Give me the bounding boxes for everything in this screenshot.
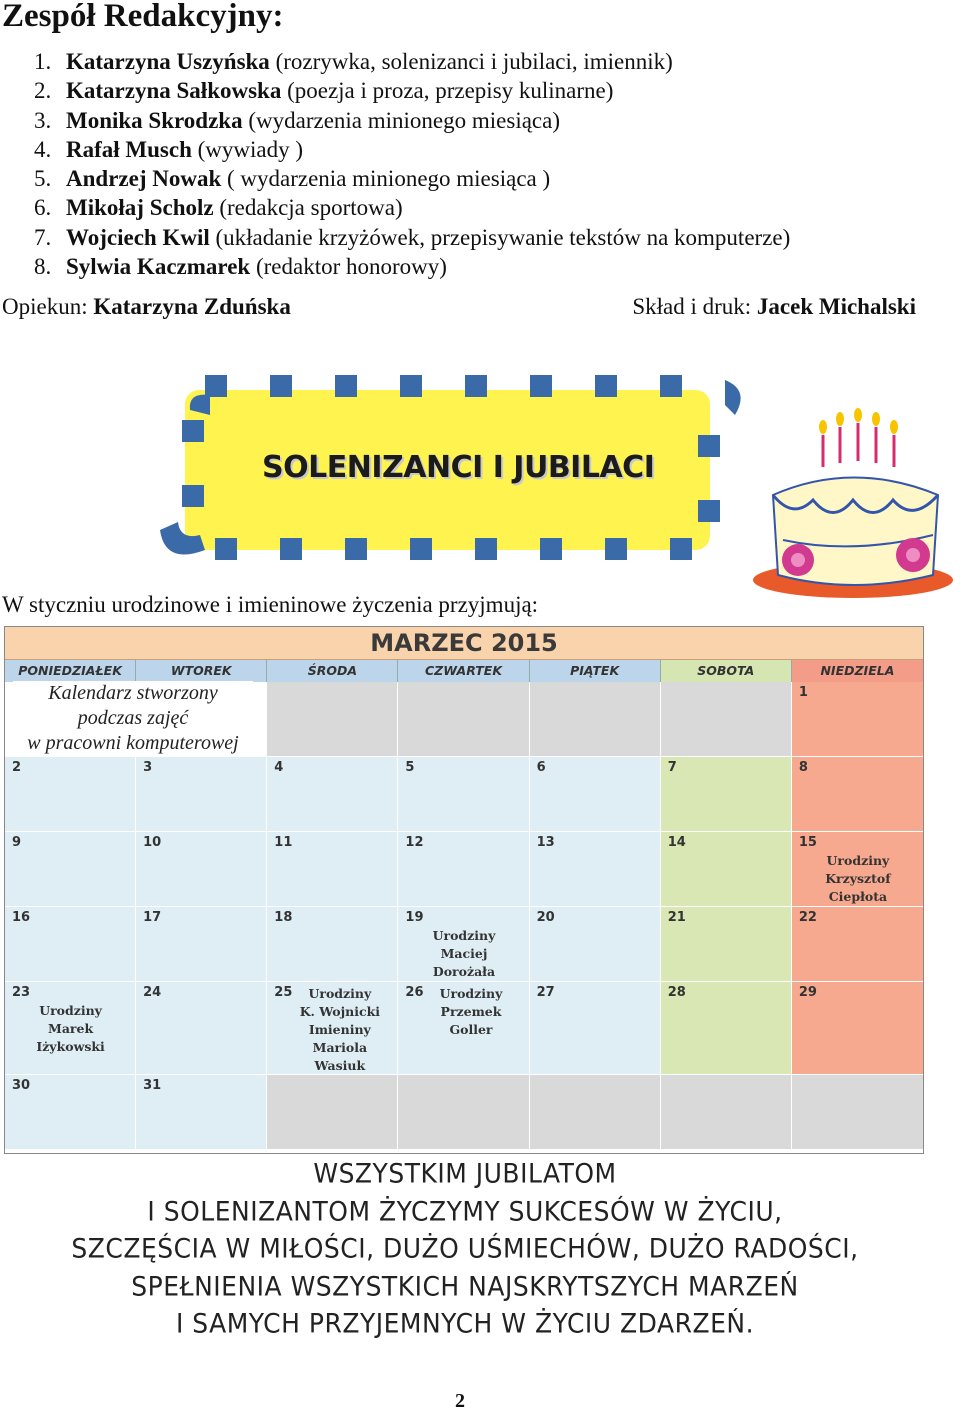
day-event: Urodziny Marek Iżykowski — [36, 1003, 105, 1054]
day-number: 4 — [274, 760, 284, 775]
calendar-day — [792, 682, 923, 757]
day-event: Urodziny Maciej Dorożała — [432, 928, 496, 979]
calendar — [4, 626, 924, 1154]
day-number: 10 — [143, 835, 162, 850]
calendar-day — [136, 982, 267, 1075]
team-member: 8. Sylwia Kaczmarek (redaktor honorowy) — [34, 254, 447, 280]
calendar-day — [5, 832, 136, 907]
day-number: 21 — [667, 910, 686, 925]
calendar-day — [530, 1075, 661, 1150]
wish-line: SPEŁNIENIA WSZYSTKICH NAJSKRYTSZYCH MARZEŃ — [131, 1270, 799, 1302]
team-list — [0, 47, 790, 281]
wish-line: I SOLENIZANTOM ŻYCZYMY SUKCESÓW W ŻYCIU, — [147, 1195, 783, 1227]
weekday-label: ŚRODA — [267, 660, 398, 682]
calendar-day — [792, 907, 923, 982]
day-number: 17 — [143, 910, 162, 925]
calendar-day — [136, 907, 267, 982]
calendar-day — [267, 682, 398, 757]
day-number: 16 — [12, 910, 31, 925]
calendar-day — [661, 1075, 792, 1150]
wishes-text — [0, 1155, 930, 1343]
cake-illustration — [748, 405, 960, 600]
day-number: 14 — [667, 835, 686, 850]
day-number: 24 — [143, 985, 162, 1000]
calendar-day — [5, 1075, 136, 1150]
calendar-day — [136, 757, 267, 832]
calendar-day — [792, 1075, 923, 1150]
calendar-day — [661, 907, 792, 982]
calendar-day — [267, 907, 398, 982]
calendar-day — [5, 907, 136, 982]
calendar-day — [792, 982, 923, 1075]
calendar-day — [530, 757, 661, 832]
calendar-day — [267, 757, 398, 832]
weekday-label: NIEDZIELA — [792, 660, 923, 682]
calendar-day — [661, 982, 792, 1075]
day-event: Urodziny Krzysztof Ciepłota — [825, 853, 891, 904]
day-number: 3 — [143, 760, 153, 775]
calendar-day — [398, 757, 529, 832]
print-line: Skład i druk: Jacek Michalski — [632, 294, 916, 319]
team-member: 2. Katarzyna Sałkowska (poezja i proza, przepisy kulinarne) — [34, 78, 614, 104]
calendar-day — [792, 757, 923, 832]
banner-title: SOLENIZANCI I JUBILACI — [262, 450, 655, 485]
day-number: 30 — [12, 1078, 31, 1093]
calendar-day — [398, 982, 529, 1075]
calendar-day — [136, 832, 267, 907]
calendar-day — [661, 832, 792, 907]
day-number: 8 — [798, 760, 808, 775]
day-number: 11 — [274, 835, 293, 850]
day-event: Urodziny Przemek Goller — [439, 986, 503, 1037]
calendar-title: MARZEC 2015 — [5, 627, 923, 660]
calendar-day — [530, 982, 661, 1075]
weekday-header — [5, 660, 923, 682]
day-number: 2 — [12, 760, 22, 775]
team-member: 4. Rafał Musch (wywiady ) — [34, 136, 304, 162]
calendar-day — [5, 757, 136, 832]
team-member: 3. Monika Skrodzka (wydarzenia minionego miesiąca) — [34, 107, 561, 133]
day-number: 18 — [274, 910, 293, 925]
day-number: 12 — [405, 835, 424, 850]
day-number: 9 — [12, 835, 22, 850]
weekday-label: PONIEDZIAŁEK — [5, 660, 136, 682]
calendar-day — [661, 682, 792, 757]
day-number: 22 — [798, 910, 817, 925]
day-number: 26 — [405, 985, 424, 1000]
day-number: 29 — [798, 985, 817, 1000]
calendar-day — [5, 982, 136, 1075]
day-number: 7 — [667, 760, 677, 775]
page-number: 2 — [455, 1390, 465, 1412]
day-number: 13 — [536, 835, 555, 850]
team-member: 7. Wojciech Kwil (układanie krzyżówek, przepisywanie tekstów na komputerze) — [34, 224, 791, 250]
calendar-day — [267, 832, 398, 907]
team-member: 1. Katarzyna Uszyńska (rozrywka, solenizanci i jubilaci, imiennik) — [34, 49, 673, 74]
team-member: 5. Andrzej Nowak ( wydarzenia minionego miesiąca ) — [34, 166, 551, 192]
day-number: 15 — [798, 835, 817, 850]
team-member: 6. Mikołaj Scholz (redakcja sportowa) — [34, 195, 403, 221]
day-number: 23 — [12, 985, 31, 1000]
calendar-day — [398, 907, 529, 982]
wish-line: I SAMYCH PRZYJEMNYCH W ŻYCIU ZDARZEŃ. — [175, 1308, 755, 1339]
supervisor-line: Opiekun: Katarzyna Zduńska — [2, 294, 291, 319]
day-number: 28 — [667, 985, 686, 1000]
calendar-day — [267, 982, 398, 1075]
calendar-day — [267, 1075, 398, 1150]
wish-line: WSZYSTKIM JUBILATOM — [313, 1158, 617, 1189]
day-number: 31 — [143, 1078, 162, 1093]
calendar-day — [792, 832, 923, 907]
day-number: 25 — [274, 985, 293, 1000]
day-number: 19 — [405, 910, 424, 925]
calendar-day — [136, 1075, 267, 1150]
calendar-day — [530, 682, 661, 757]
calendar-note: Kalendarz stworzony podczas zajęć w pracowni komputerowej — [13, 681, 253, 756]
calendar-day — [398, 1075, 529, 1150]
page-title: Zespół Redakcyjny: — [2, 0, 284, 34]
day-number: 20 — [536, 910, 555, 925]
calendar-day — [661, 757, 792, 832]
intro-text: W styczniu urodzinowe i imieninowe życzenia przyjmują: — [2, 592, 539, 617]
weekday-label: CZWARTEK — [398, 660, 529, 682]
day-number: 6 — [536, 760, 546, 775]
day-number: 27 — [536, 985, 555, 1000]
calendar-day — [530, 832, 661, 907]
weekday-label: SOBOTA — [661, 660, 792, 682]
calendar-day — [398, 832, 529, 907]
calendar-day — [398, 682, 529, 757]
wish-line: SZCZĘŚCIA W MIŁOŚCI, DUŻO UŚMIECHÓW, DUŻO RADOŚCI, — [71, 1233, 859, 1264]
calendar-day — [530, 907, 661, 982]
day-event: Urodziny K. Wojnicki Imieniny Mariola Wasiuk — [299, 986, 380, 1073]
day-number: 1 — [798, 685, 808, 700]
weekday-label: WTOREK — [136, 660, 267, 682]
day-number: 5 — [405, 760, 415, 775]
weekday-label: PIĄTEK — [530, 660, 661, 682]
